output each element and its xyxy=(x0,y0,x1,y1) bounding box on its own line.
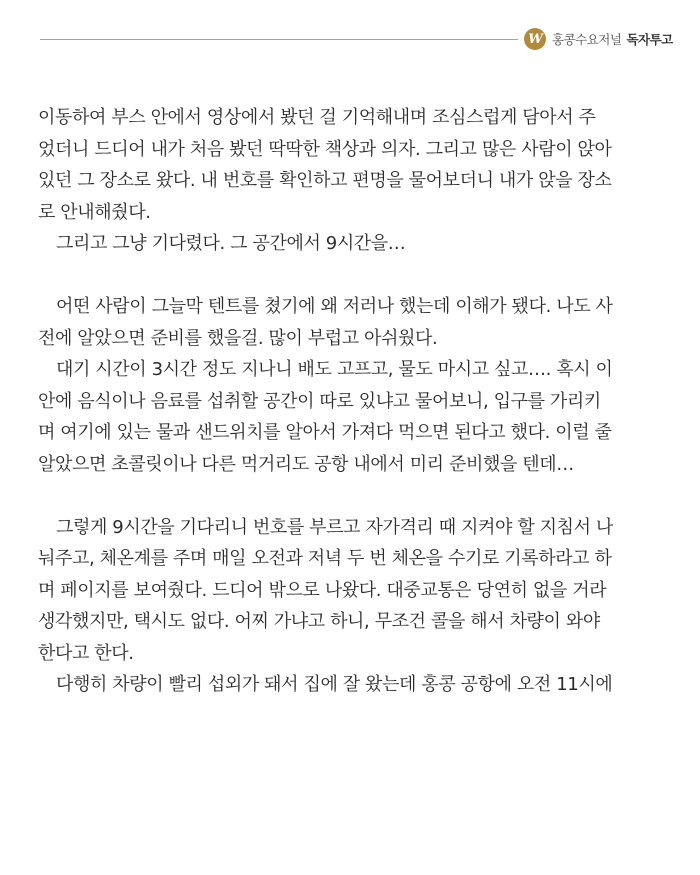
text-line: 다행히 차량이 빨리 섭외가 돼서 집에 잘 왔는데 홍콩 공항에 오전 11시에 xyxy=(56,674,613,695)
text-line: 전에 알았으면 준비를 했을걸. 많이 부럽고 아쉬웠다. xyxy=(38,327,438,349)
paragraph-gap xyxy=(38,480,666,512)
brand-header xyxy=(524,27,673,51)
text-line: 그리고 그냥 기다렸다. 그 공간에서 9시간을… xyxy=(56,233,406,254)
text-line: 그렇게 9시간을 기다리니 번호를 부르고 자가격리 때 지켜야 할 지침서 나 xyxy=(56,516,613,538)
header-divider xyxy=(40,39,518,40)
section-tag: 독자투고 xyxy=(626,32,673,47)
paragraph-gap xyxy=(38,260,666,292)
text-line: 생각했지만, 택시도 없다. 어찌 가냐고 하니, 무조건 콜을 해서 차량이 와야 xyxy=(38,611,600,632)
text-line: 어떤 사람이 그늘막 텐트를 쳤기에 왜 저러나 했는데 이해가 됐다. 나도 사 xyxy=(56,296,613,317)
text-line: 있던 그 장소로 왔다. 내 번호를 확인하고 편명을 물어보더니 내가 앉을 장소 xyxy=(38,170,612,191)
text-line: 로 안내해줬다. xyxy=(38,201,151,223)
brand-logo-icon: W xyxy=(524,28,546,50)
brand-name: 홍콩수요저널 xyxy=(552,32,622,47)
text-line: 며 여기에 있는 물과 샌드위치를 알아서 가져다 먹으면 된다고 했다. 이럴 줄 xyxy=(38,422,612,443)
text-line: 대기 시간이 3시간 정도 지나니 배도 고프고, 물도 마시고 싶고…. 혹시 이 xyxy=(56,359,613,380)
text-line: 며 페이지를 보여줬다. 드디어 밖으로 나왔다. 대중교통은 당연히 없을 거라 xyxy=(38,579,607,601)
article-body xyxy=(38,102,666,701)
text-line: 었더니 드디어 내가 처음 봤던 딱딱한 책상과 의자. 그리고 많은 사람이 앉아 xyxy=(38,138,612,160)
text-line: 한다고 한다. xyxy=(38,642,134,664)
text-line: 알았으면 초콜릿이나 다른 먹거리도 공항 내에서 미리 준비했을 텐데… xyxy=(38,453,574,475)
text-line: 안에 음식이나 음료를 섭취할 공간이 따로 있냐고 물어보니, 입구를 가리키 xyxy=(38,390,601,412)
text-line: 이동하여 부스 안에서 영상에서 봤던 걸 기억해내며 조심스럽게 담아서 주 xyxy=(38,107,596,128)
text-line: 눠주고, 체온계를 주며 매일 오전과 저녁 두 번 체온을 수기로 기록하라고 하 xyxy=(38,548,612,569)
